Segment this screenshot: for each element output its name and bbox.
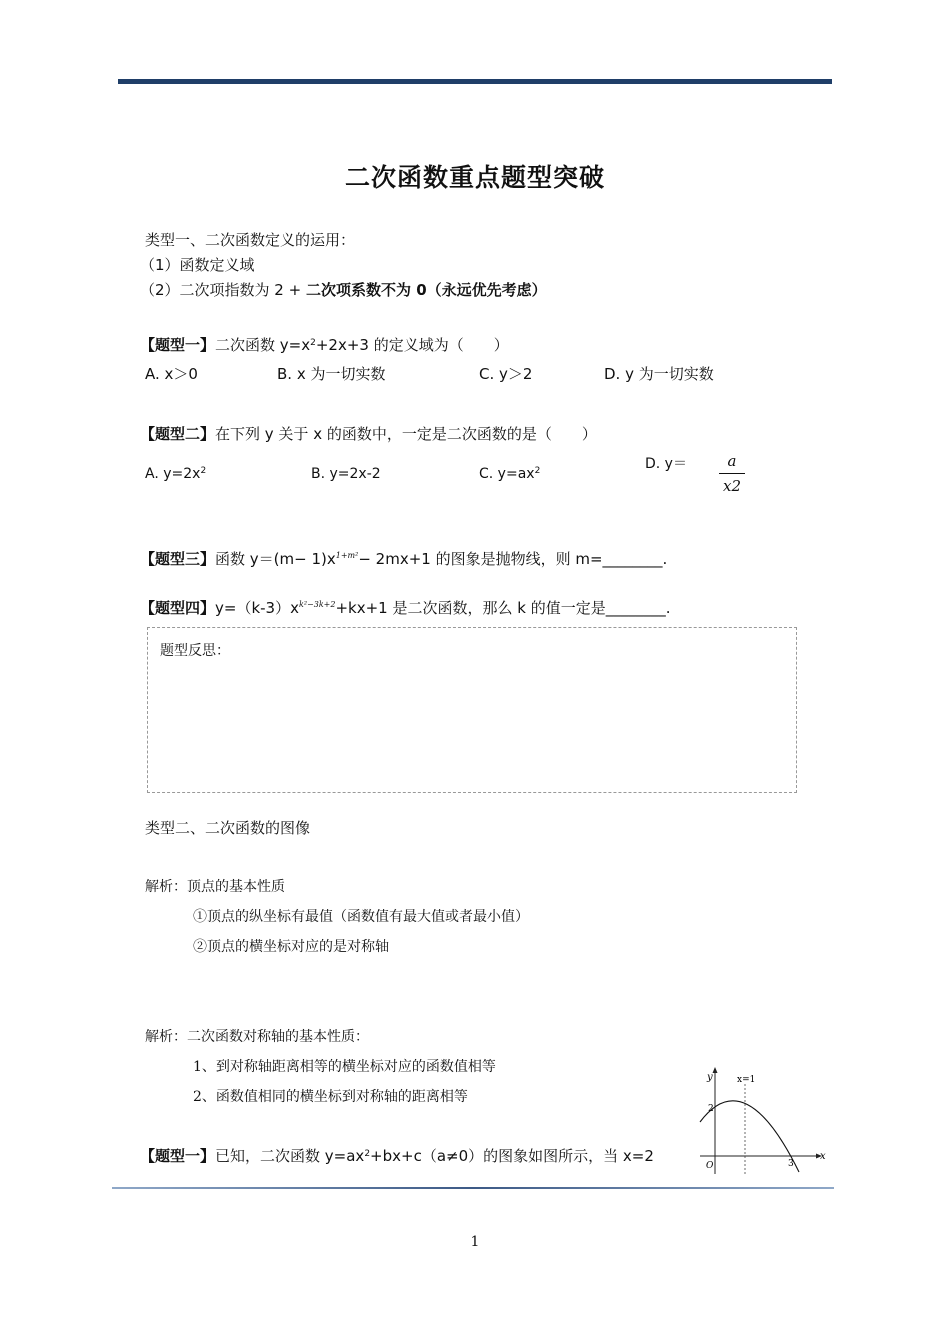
parabola-graph: [695, 1064, 830, 1176]
q1-label: 【题型一】: [140, 336, 216, 354]
section2-heading: 类型二、二次函数的图像: [145, 819, 311, 837]
q2-option-d-fraction: [719, 452, 745, 495]
q3-stem-b: − 2mx+1 的图象是抛物线，则 m=________.: [358, 550, 668, 568]
section1-point2: [140, 279, 547, 300]
analysis1-item-1: ①顶点的纵坐标有最值（函数值有最大值或者最小值）: [193, 909, 529, 925]
q2-opt-a-sup: 2: [200, 466, 207, 476]
point2-prefix: （2）二次项指数为 2 +: [140, 281, 306, 299]
analysis2-title: 解析：二次函数对称轴的基本性质：: [145, 1029, 369, 1045]
q1-option-b: B. x 为一切实数: [277, 365, 386, 383]
q2-option-c: [479, 466, 540, 482]
fraction-numerator: a: [727, 452, 737, 470]
header-rule: [118, 79, 832, 84]
q4-stem-b: +kx+1 是二次函数，那么 k 的值一定是________.: [335, 599, 671, 617]
x-axis-label: x: [820, 1151, 826, 1162]
q2-option-d: D. y＝: [645, 456, 687, 472]
q1-stem-b: +2x+3 的定义域为（ ）: [315, 336, 509, 354]
q1-sup: 2: [310, 338, 316, 348]
symmetry-label: x=1: [737, 1075, 756, 1085]
q2-option-b: B. y=2x-2: [311, 466, 381, 482]
q3-stem-a: 函数 y＝(m− 1)x: [215, 550, 336, 568]
section1-point1: （1）函数定义域: [140, 256, 255, 274]
q5-stem-a: 已知，二次函数 y=ax: [215, 1147, 365, 1165]
q1-option-c: C. y＞2: [479, 365, 533, 383]
q1-stem: [140, 334, 509, 355]
q4-label: 【题型四】: [140, 599, 216, 617]
analysis2-item-2: 2、函数值相同的横坐标到对称轴的距离相等: [193, 1089, 468, 1105]
q5-stem-b: +bx+c（a≠0）的图象如图所示，当 x=2: [370, 1147, 654, 1165]
analysis1-title: 解析：顶点的基本性质: [145, 879, 285, 895]
reflection-box[interactable]: [147, 627, 797, 793]
analysis1-item-2: ②顶点的横坐标对应的是对称轴: [193, 939, 389, 955]
q1-stem-a: 二次函数 y=x: [215, 336, 311, 354]
origin-label: O: [706, 1161, 714, 1171]
q3-label: 【题型三】: [140, 550, 216, 568]
q1-option-d: D. y 为一切实数: [604, 365, 714, 383]
y-axis-arrow: [713, 1067, 718, 1073]
q2-opt-a-text: A. y=2x: [145, 466, 201, 482]
q2-stem-text: 在下列 y 关于 x 的函数中，一定是二次函数的是（ ）: [215, 425, 597, 443]
q2-opt-c-text: C. y=ax: [479, 466, 535, 482]
x-intercept-label: 3: [788, 1159, 794, 1169]
analysis2-item-1: 1、到对称轴距离相等的横坐标对应的函数值相等: [193, 1059, 496, 1075]
q2-opt-c-sup: 2: [534, 466, 541, 476]
q4-stem-a: y=（k-3）x: [215, 599, 299, 617]
reflection-label: 题型反思：: [160, 643, 230, 659]
fraction-denominator: x2: [722, 477, 741, 495]
q4-stem: [140, 597, 671, 618]
q2-label: 【题型二】: [140, 425, 216, 443]
q2-option-a: [145, 466, 206, 482]
q2-stem: [140, 423, 597, 444]
y-intercept-label: 2: [708, 1104, 714, 1114]
page-number: 1: [470, 1234, 480, 1250]
q4-sup: k²−3k+2: [298, 600, 336, 609]
fraction-bar: [719, 473, 745, 474]
q3-sup: 1+m²: [335, 551, 359, 560]
q5-sup: 2: [364, 1149, 371, 1159]
page-title: 二次函数重点题型突破: [344, 163, 605, 192]
q3-stem: [140, 548, 667, 569]
section1-heading: 类型一、二次函数定义的运用：: [145, 231, 356, 249]
y-axis-label: y: [707, 1072, 713, 1083]
q5-stem: [140, 1145, 654, 1166]
point2-bold: 二次项系数不为 0（永远优先考虑）: [305, 281, 547, 299]
q5-label: 【题型一】: [140, 1147, 216, 1165]
footer-rule: [112, 1187, 834, 1189]
q1-option-a: A. x＞0: [145, 365, 198, 383]
